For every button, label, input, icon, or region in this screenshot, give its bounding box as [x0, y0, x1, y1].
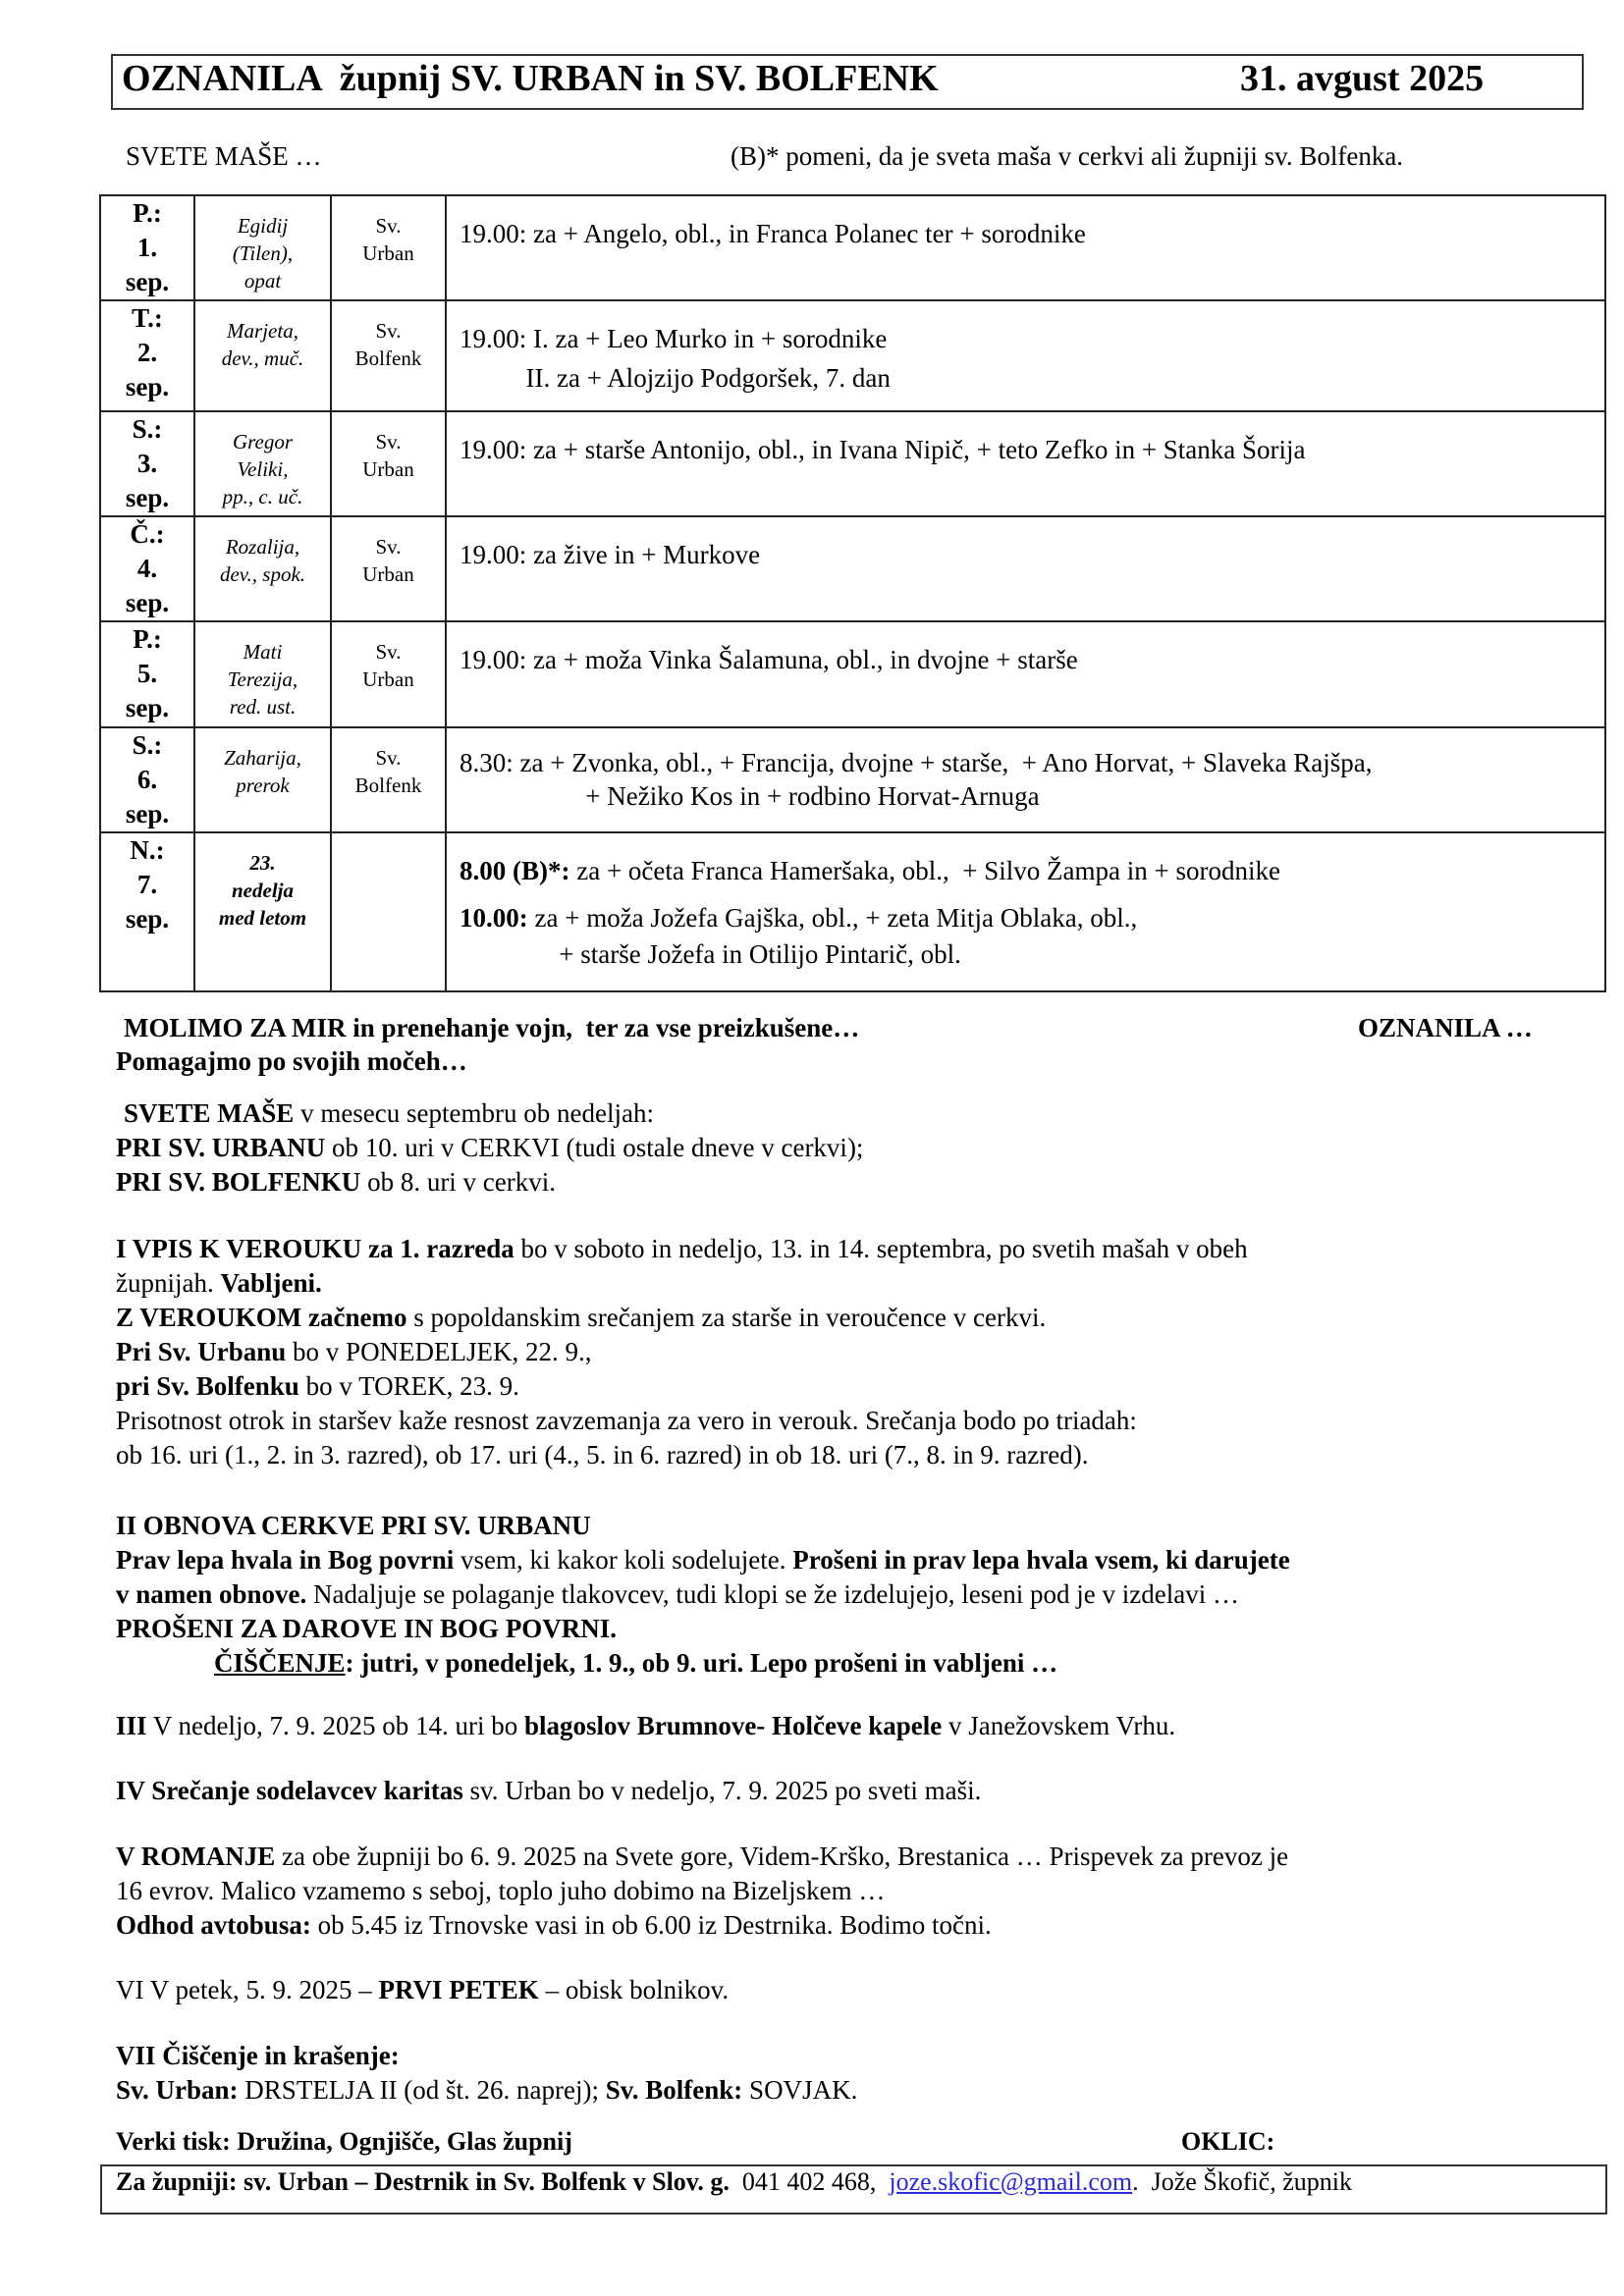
romanje-text: za obe župniji bo 6. 9. 2025 na Svete gore, Videm-Krško, Brestanica … Prispevek za prevoz je: [275, 1842, 1289, 1871]
footer-parishes: Za župniji: sv. Urban – Destrnik in Sv. Bolfenk v Slov. g.: [116, 2167, 730, 2196]
church-name: Urban: [362, 457, 414, 481]
mass-text: 19.00: I. za + Leo Murko in + sorodnike: [460, 324, 888, 353]
day-cell: [100, 621, 194, 727]
masses-heading: SVETE MAŠE …: [126, 141, 322, 171]
day-label: T.:: [132, 303, 163, 333]
blagoslov-num: III: [116, 1711, 147, 1740]
mass-intention: [460, 779, 1604, 813]
mass-text: 8.30: za + Zvonka, obl., + Francija, dvojne + starše, + Ano Horvat, + Slaveka Rajšpa,: [460, 748, 1373, 777]
church-name: Sv.: [375, 746, 402, 770]
day-label: 7.: [136, 870, 158, 899]
bolfenk-verouk-text: bo v TOREK, 23. 9.: [298, 1371, 519, 1401]
mass-cell: [446, 832, 1605, 991]
obnova-line-1: [116, 1543, 1290, 1577]
day-label: 1.: [136, 233, 158, 262]
ciscenje-text: : jutri, v ponedeljek, 1. 9., ob 9. uri. Lepo prošeni in vabljeni …: [345, 1648, 1058, 1678]
bolfenk-label: PRI SV. BOLFENKU: [116, 1167, 361, 1197]
saint-name: Marjeta,: [227, 319, 298, 343]
footer-contact: [116, 2167, 1352, 2197]
karitas-line: [116, 1774, 981, 1808]
day-label: 2.: [136, 338, 158, 367]
romanje-line-3: [116, 1908, 992, 1943]
oznanila-label: OZNANILA …: [1358, 1013, 1533, 1042]
blagoslov-bold: blagoslov Brumnove- Holčeve kapele: [524, 1711, 943, 1740]
saint-cell: [194, 195, 331, 300]
mass-time: 10.00:: [460, 903, 528, 933]
obnova-bold-1: Prav lepa hvala in Bog povrni: [116, 1545, 455, 1575]
urban-verouk-label: Pri Sv. Urbanu: [116, 1337, 287, 1366]
saint-name: dev., spok.: [219, 562, 306, 586]
page-title: OZNANILA župnij SV. URBAN in SV. BOLFENK: [122, 58, 939, 99]
church-cell: [331, 516, 446, 621]
verouk-start-text: s popoldanskim srečanjem za starše in veroučence v cerkvi.: [406, 1303, 1047, 1332]
ciscenje-underlined: ČIŠČENJE: [214, 1648, 346, 1678]
prvi-petek-bold: PRVI PETEK: [378, 1975, 539, 2004]
schedule-row: [100, 516, 1605, 621]
vpis-text-2: župnijah.: [116, 1268, 221, 1298]
urban-label: PRI SV. URBANU: [116, 1133, 326, 1162]
mass-cell: [446, 300, 1605, 411]
church-cell: [331, 621, 446, 727]
schedule-row: [100, 621, 1605, 727]
mass-intention: [460, 640, 1604, 679]
bolfenk-label-2: Sv. Bolfenk:: [605, 2075, 743, 2105]
mass-text: 19.00: za + Angelo, obl., in Franca Polanec ter + sorodnike: [460, 219, 1086, 248]
romanje-bold: V ROMANJE: [116, 1842, 276, 1871]
day-label: 4.: [136, 554, 158, 583]
church-name: Urban: [362, 241, 414, 265]
day-cell: [100, 832, 194, 991]
mass-intention: [460, 430, 1604, 469]
ciscenje-title: VII Čiščenje in krašenje:: [116, 2041, 400, 2070]
saint-cell: [194, 727, 331, 832]
church-name: Sv.: [375, 535, 402, 559]
header-date: 31. avgust 2025: [1240, 58, 1485, 99]
mass-text: za + očeta Franca Hameršaka, obl., + Silvo Žampa in + sorodnike: [569, 856, 1280, 885]
vpis-line-7: ob 16. uri (1., 2. in 3. razred), ob 17. uri (4., 5. in 6. razred) in ob 18. uri (7., 8. in 9. razred).: [116, 1440, 1089, 1469]
bolfenk-village: SOVJAK.: [742, 2075, 858, 2105]
saint-cell: [194, 832, 331, 991]
obnova-text-2: Nadaljuje se polaganje tlakovcev, tudi klopi se že izdelujejo, leseni pod je v izdelavi …: [306, 1579, 1239, 1609]
vpis-line-1: [116, 1232, 1248, 1266]
mass-text: 19.00: za + moža Vinka Šalamuna, obl., in dvojne + starše: [460, 645, 1078, 674]
saint-cell: [194, 411, 331, 516]
blagoslov-text-2: v Janežovskem Vrhu.: [942, 1711, 1176, 1740]
day-cell: [100, 195, 194, 300]
saint-name: Rozalija,: [225, 535, 300, 559]
vpis-text: bo v soboto in nedeljo, 13. in 14. septembra, po svetih mašah v obeh: [514, 1234, 1248, 1263]
day-label: N.:: [130, 835, 165, 865]
mass-intention: [460, 358, 1604, 398]
church-name: Sv.: [375, 319, 402, 343]
day-label: S.:: [132, 414, 163, 444]
mass-text: + starše Jožefa in Otilijo Pintarič, obl.: [460, 939, 961, 969]
vpis-line-5: [116, 1369, 519, 1404]
email-link[interactable]: joze.skofic@gmail.com: [889, 2167, 1133, 2196]
saint-name: Egidij: [237, 214, 289, 238]
obnova-bold-2: Prošeni in prav lepa hvala vsem, ki darujete: [792, 1545, 1290, 1575]
mass-intention: [460, 851, 1604, 890]
day-label: sep.: [125, 693, 170, 722]
church-name: Urban: [362, 667, 414, 691]
church-cell: [331, 832, 446, 991]
day-label: P.:: [133, 198, 162, 228]
church-name: Sv.: [375, 640, 402, 664]
church-cell: [331, 411, 446, 516]
saint-name: med letom: [218, 906, 307, 930]
verouk-start-bold: Z VEROUKOM začnemo: [116, 1303, 407, 1332]
saint-name: Zaharija,: [224, 746, 301, 770]
church-cell: [331, 300, 446, 411]
urban-village: DRSTELJA II (od št. 26. naprej);: [238, 2075, 606, 2105]
day-label: 6.: [136, 765, 158, 794]
saint-name: opat: [244, 269, 282, 293]
saint-cell: [194, 621, 331, 727]
obnova-line-2: [116, 1577, 1239, 1612]
day-label: sep.: [125, 904, 170, 934]
mass-cell: [446, 621, 1605, 727]
help-line: Pomagajmo po svojih močeh…: [116, 1046, 467, 1076]
mass-intention: [460, 937, 1604, 971]
day-label: 3.: [136, 449, 158, 478]
day-cell: [100, 727, 194, 832]
schedule-row: [100, 195, 1605, 300]
obnova-line-3: PROŠENI ZA DAROVE IN BOG POVRNI.: [116, 1614, 618, 1643]
mass-intention: [460, 214, 1604, 253]
day-label: sep.: [125, 799, 170, 828]
day-label: sep.: [125, 267, 170, 296]
day-cell: [100, 300, 194, 411]
mass-text: 19.00: za žive in + Murkove: [460, 540, 761, 569]
mass-text: II. za + Alojzijo Podgoršek, 7. dan: [460, 363, 891, 393]
sunday-masses-text: v mesecu septembru ob nedeljah:: [294, 1098, 654, 1128]
church-name: Sv.: [375, 214, 402, 238]
saint-name: prerok: [236, 774, 290, 797]
urban-label-2: Sv. Urban:: [116, 2075, 239, 2105]
vpis-line-2: [116, 1266, 322, 1301]
romanje-line-2: 16 evrov. Malico vzamemo s seboj, toplo juho dobimo na Bizeljskem …: [116, 1876, 886, 1905]
mass-text: + Nežiko Kos in + rodbino Horvat-Arnuga: [460, 781, 1040, 811]
saint-name: dev., muč.: [221, 347, 304, 370]
saint-name: 23.: [249, 851, 276, 875]
saint-name: nedelja: [232, 879, 294, 902]
mass-time: 8.00 (B)*:: [460, 856, 570, 885]
day-label: 5.: [136, 659, 158, 688]
vpis-line-4: [116, 1335, 592, 1369]
saint-name: Veliki,: [237, 457, 289, 481]
karitas-bold: IV Srečanje sodelavcev karitas: [116, 1776, 463, 1805]
day-cell: [100, 411, 194, 516]
day-cell: [100, 516, 194, 621]
church-cell: [331, 727, 446, 832]
day-label: sep.: [125, 588, 170, 617]
schedule-row: [100, 727, 1605, 832]
saint-cell: [194, 516, 331, 621]
obnova-title: II OBNOVA CERKVE PRI SV. URBANU: [116, 1511, 591, 1540]
day-label: Č.:: [130, 519, 165, 549]
bolfenk-verouk-label: pri Sv. Bolfenku: [116, 1371, 299, 1401]
odhod-text: ob 5.45 iz Trnovske vasi in ob 6.00 iz Destrnika. Bodimo točni.: [310, 1910, 992, 1940]
mass-schedule-table: [99, 194, 1606, 992]
prayer-line: MOLIMO ZA MIR in prenehanje vojn, ter za vse preizkušene…: [124, 1013, 860, 1042]
sunday-masses-bold: SVETE MAŠE: [124, 1098, 295, 1128]
saint-name: Mati: [243, 640, 283, 664]
mass-cell: [446, 411, 1605, 516]
petek-text-1: VI V petek, 5. 9. 2025 –: [116, 1975, 379, 2004]
saint-name: Gregor: [232, 430, 294, 454]
urban-verouk-text: bo v PONEDELJEK, 22. 9.,: [286, 1337, 592, 1366]
blagoslov-line: [116, 1709, 1175, 1743]
schedule-row: [100, 300, 1605, 411]
odhod-label: Odhod avtobusa:: [116, 1910, 311, 1940]
press-line: Verki tisk: Družina, Ognjišče, Glas župnij: [116, 2127, 572, 2156]
day-label: P.:: [133, 624, 162, 654]
obnova-line-4: [214, 1646, 1057, 1681]
phone-number: 041 402 468,: [729, 2167, 890, 2196]
mass-intention: [460, 746, 1604, 779]
prvi-petek-line: [116, 1973, 729, 2007]
legend-note: (B)* pomeni, da je sveta maša v cerkvi ali župniji sv. Bolfenka.: [731, 141, 1404, 171]
urban-masses-line: [116, 1131, 863, 1165]
saint-name: red. ust.: [229, 695, 297, 719]
obnova-bold-3: v namen obnove.: [116, 1579, 307, 1609]
vpis-line-6: Prisotnost otrok in staršev kaže resnost zavzemanja za vero in verouk. Srečanja bodo po triadah:: [116, 1406, 1137, 1435]
mass-intention: [460, 535, 1604, 574]
church-name: Bolfenk: [354, 347, 422, 370]
bolfenk-text: ob 8. uri v cerkvi.: [360, 1167, 557, 1197]
schedule-row: [100, 411, 1605, 516]
urban-text: ob 10. uri v CERKVI (tudi ostale dneve v cerkvi);: [325, 1133, 864, 1162]
saint-name: Terezija,: [227, 667, 298, 691]
vpis-bold: I VPIS K VEROUKU za 1. razreda: [116, 1234, 514, 1263]
vpis-line-3: [116, 1301, 1046, 1335]
mass-cell: [446, 727, 1605, 832]
saint-cell: [194, 300, 331, 411]
day-label: sep.: [125, 483, 170, 512]
mass-text: 19.00: za + starše Antonijo, obl., in Ivana Nipič, + teto Zefko in + Stanka Šorija: [460, 435, 1306, 464]
mass-cell: [446, 195, 1605, 300]
priest-name: . Jože Škofič, župnik: [1132, 2167, 1352, 2196]
church-name: Urban: [362, 562, 414, 586]
blagoslov-text-1: V nedeljo, 7. 9. 2025 ob 14. uri bo: [146, 1711, 525, 1740]
schedule-row: [100, 832, 1605, 991]
church-cell: [331, 195, 446, 300]
sunday-masses-line: [124, 1096, 654, 1131]
romanje-line-1: [116, 1840, 1288, 1874]
mass-intention: [460, 319, 1604, 358]
mass-intention: [460, 898, 1604, 937]
bolfenk-masses-line: [116, 1165, 556, 1200]
saint-name: pp., c. uč.: [222, 485, 303, 508]
mass-text: za + moža Jožefa Gajška, obl., + zeta Mitja Oblaka, obl.,: [527, 903, 1138, 933]
karitas-text: sv. Urban bo v nedeljo, 7. 9. 2025 po sveti maši.: [462, 1776, 982, 1805]
church-name: Bolfenk: [354, 774, 422, 797]
mass-cell: [446, 516, 1605, 621]
day-label: S.:: [132, 730, 163, 760]
petek-text-2: – obisk bolnikov.: [538, 1975, 730, 2004]
saint-name: (Tilen),: [232, 241, 294, 265]
church-name: Sv.: [375, 430, 402, 454]
obnova-text-1: vsem, ki kakor koli sodelujete.: [454, 1545, 793, 1575]
day-label: sep.: [125, 372, 170, 401]
oklic-label: OKLIC:: [1181, 2127, 1275, 2156]
vabljeni: Vabljeni.: [220, 1268, 322, 1298]
ciscenje-line: [116, 2073, 857, 2108]
